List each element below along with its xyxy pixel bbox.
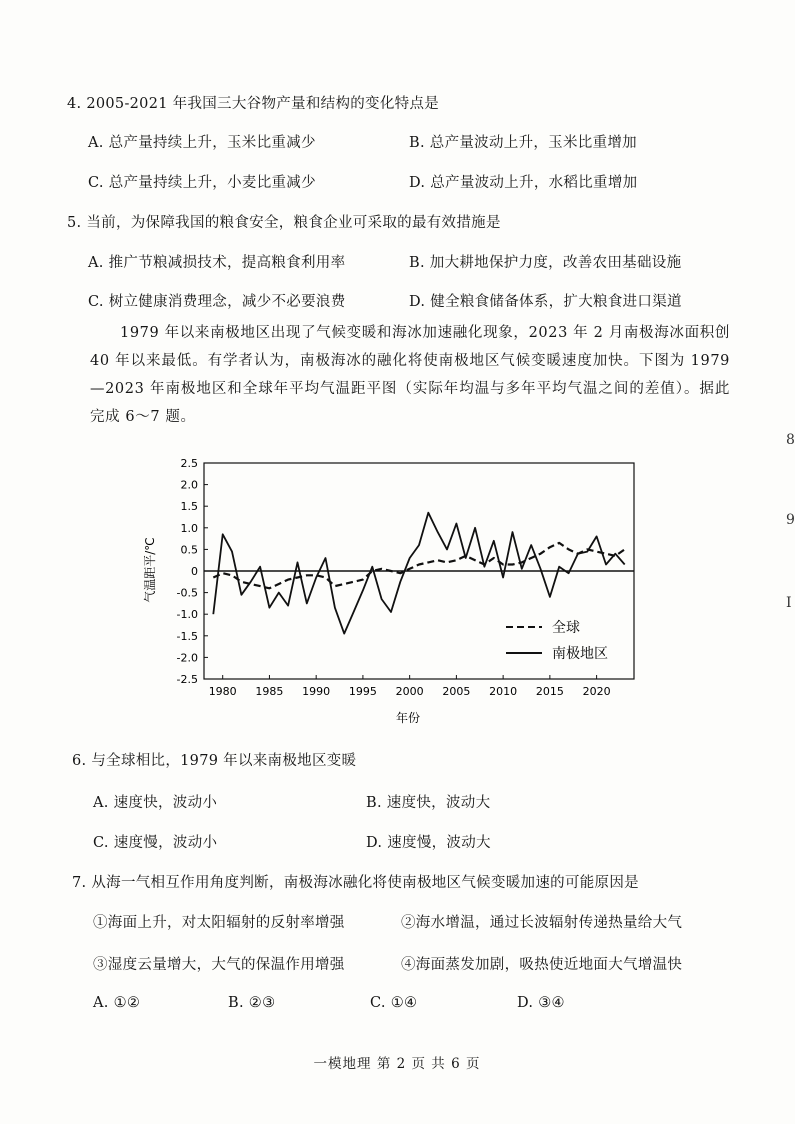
y-tick-label: -2.5 [176, 673, 198, 686]
x-tick-label: 2010 [489, 685, 518, 698]
y-tick-label: -0.5 [176, 586, 198, 600]
q7-option-d: D. ③④ [517, 995, 565, 1011]
legend-label: 全球 [552, 620, 580, 636]
q4-option-c: C. 总产量持续上升，小麦比重减少 [88, 175, 316, 191]
question-4-stem: 4. 2005-2021 年我国三大谷物产量和结构的变化特点是 [67, 96, 440, 112]
question-7-stem: 7. 从海一气相互作用角度判断，南极海冰融化将使南极地区气候变暖加速的可能原因是 [72, 875, 639, 891]
q5-option-d: D. 健全粮食储备体系，扩大粮食进口渠道 [409, 294, 682, 310]
temperature-anomaly-chart [140, 450, 650, 740]
question-6-stem: 6. 与全球相比，1979 年以来南极地区变暖 [72, 753, 357, 769]
q5-option-c: C. 树立健康消费理念，减少不必要浪费 [88, 294, 346, 310]
x-tick-label: 1980 [208, 685, 237, 698]
y-tick-label: 0.5 [180, 543, 198, 557]
legend-label: 南极地区 [552, 646, 608, 662]
edge-mark-8: 8 [786, 432, 795, 448]
edge-mark-i: I [786, 595, 792, 611]
x-tick-label: 2000 [395, 685, 424, 698]
q7-statement-3: ③湿度云量增大，大气的保温作用增强 [93, 957, 345, 973]
y-tick-label: -2.0 [176, 651, 198, 665]
x-tick-label: 2005 [442, 685, 471, 698]
y-tick-label: -1.5 [176, 629, 198, 643]
x-axis-label: 年份 [395, 711, 421, 725]
series-line-antarctica [213, 513, 624, 634]
x-tick-label: 2015 [535, 685, 564, 698]
q7-statement-4: ④海面蒸发加剧，吸热使近地面大气增温快 [401, 957, 683, 973]
x-tick-label: 1990 [302, 685, 331, 698]
y-tick-label: 2.0 [180, 478, 198, 492]
y-tick-label: 0 [191, 565, 198, 578]
y-tick-label: 1.5 [180, 500, 198, 514]
x-tick-label: 1995 [348, 685, 377, 698]
q5-option-a: A. 推广节粮减损技术，提高粮食利用率 [88, 255, 346, 271]
q6-option-d: D. 速度慢，波动大 [366, 835, 491, 851]
x-tick-label: 1985 [255, 685, 284, 698]
page-footer: 一模地理 第 2 页 共 6 页 [313, 1056, 481, 1072]
q5-option-b: B. 加大耕地保护力度，改善农田基础设施 [409, 255, 682, 271]
passage-text: 1979 年以来南极地区出现了气候变暖和海冰加速融化现象，2023 年 2 月南极海冰面积创 40 年以来最低。有学者认为，南极海冰的融化将使南极地区气候变暖速度加快。下图为 1979—2023 年南极地区和全球年平均气温距平图（实际年均温与多年平均气温之间的差值）。据此完成 6～7 题。 [90, 325, 730, 425]
series-line-global [213, 543, 624, 588]
question-5-stem: 5. 当前，为保障我国的粮食安全，粮食企业可采取的最有效措施是 [67, 215, 501, 231]
q7-option-a: A. ①② [93, 995, 141, 1011]
q4-option-a: A. 总产量持续上升，玉米比重减少 [88, 135, 316, 151]
q4-option-b: B. 总产量波动上升，玉米比重增加 [409, 135, 637, 151]
q7-statement-1: ①海面上升，对太阳辐射的反射率增强 [93, 915, 345, 931]
q6-option-b: B. 速度快，波动大 [366, 795, 491, 811]
q6-option-c: C. 速度慢，波动小 [93, 835, 218, 851]
edge-mark-9: 9 [786, 512, 795, 528]
q7-option-c: C. ①④ [370, 995, 418, 1011]
q4-option-d: D. 总产量波动上升，水稻比重增加 [409, 175, 638, 191]
y-tick-label: 2.5 [180, 457, 198, 470]
x-tick-label: 2020 [582, 685, 611, 698]
q6-option-a: A. 速度快，波动小 [93, 795, 218, 811]
q7-statement-2: ②海水增温，通过长波辐射传递热量给大气 [401, 915, 683, 931]
q7-option-b: B. ②③ [228, 995, 276, 1011]
y-tick-label: 1.0 [180, 521, 198, 535]
y-tick-label: -1.0 [176, 608, 198, 622]
y-axis-label: 气温距平/℃ [143, 537, 157, 603]
